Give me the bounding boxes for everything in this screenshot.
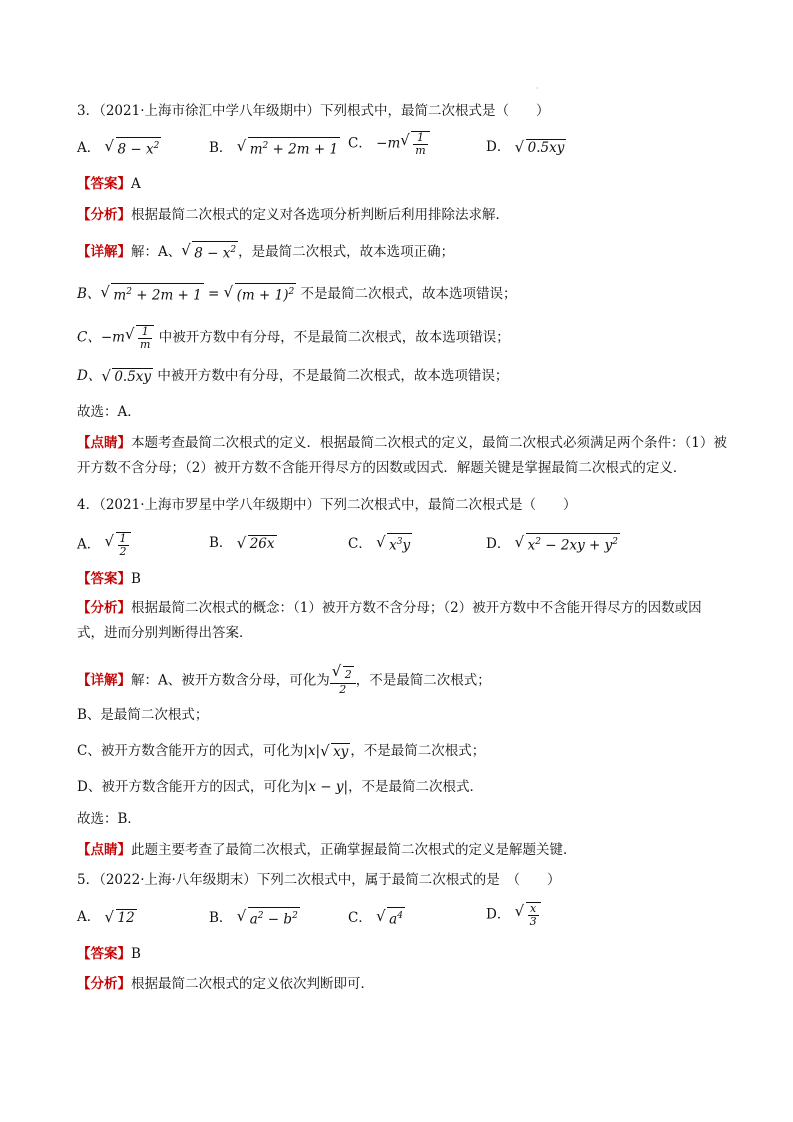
q3-detail-a: 【详解】解：A、√ $8 - x^2$ ，是最简二次根式，故本选项正确；	[77, 241, 454, 264]
q3-stem: 3．（2021·上海市徐汇中学八年级期中）下列根式中，最简二次根式是（ ）	[77, 103, 550, 119]
q4-option-a: A． √ $\frac{1}{2}$	[77, 532, 131, 558]
q3-option-a: A． √ $8 - x^2$	[77, 137, 161, 160]
q3-option-b: B． √ $m^2 + 2m + 1$	[209, 137, 340, 160]
q4-analysis: 【分析】根据最简二次根式的概念：（1）被开方数不含分母；（2）被开方数中不含能开得尽方的因数或因式，进而分别判断得出答案．	[77, 600, 702, 641]
q5-analysis: 【分析】根据最简二次根式的定义依次判断即可．	[77, 976, 374, 992]
q4-stem: 4．（2021·上海市罗星中学八年级期中）下列二次根式中，最简二次根式是（ ）	[77, 497, 577, 513]
q5-option-b: B． √ $a^2 - b^2$	[209, 907, 300, 930]
q5-answer: 【答案】B	[77, 946, 141, 962]
q3-option-c: C． −m √ $\frac{1}{m}$	[348, 131, 430, 157]
page-dot: ·	[536, 84, 539, 93]
q4-detail-a: 【详解】解：A、被开方数含分母，可化为 √ $\frac{2}{2}$ ，不是最简二次根式；	[77, 666, 491, 696]
q4-option-c: C． √ $x^3y$	[348, 533, 412, 556]
q4-answer: 【答案】B	[77, 571, 141, 587]
q3-analysis: 【分析】根据最简二次根式的定义对各选项分析判断后利用排除法求解．	[77, 207, 509, 223]
q4-option-b: B． √ 26x	[209, 533, 277, 554]
q3-detail-c: C、−m √ $\frac{1}{m}$ 中被开方数中有分母，不是最简二次根式，故本选项错误；	[77, 325, 510, 351]
q5-stem: 5．（2022·上海·八年级期末）下列二次根式中，属于最简二次根式的是 （ ）	[77, 872, 561, 888]
q5-option-a: A． √ 12	[77, 907, 137, 928]
q3-detail-d: D、√ 0.5xy 中被开方数中有分母，不是最简二次根式，故本选项错误；	[77, 366, 508, 387]
q5-option-d: D． √ $\frac{x}{3}$	[486, 902, 541, 928]
q5-option-c: C． √ $a^4$	[348, 907, 405, 930]
q4-detail-c: C、被开方数含能开方的因式，可化为|x|√ xy ，不是最简二次根式；	[77, 741, 485, 762]
q3-answer: 【答案】A	[77, 176, 141, 192]
q3-detail-b: B、√ $m^2 + 2m + 1$ = √ $(m + 1)^2$ 不是最简二次根式，故本选项错误；	[77, 283, 517, 306]
q4-detail-d: D、被开方数含能开方的因式，可化为|x − y|，不是最简二次根式．	[77, 779, 484, 795]
q4-comment: 【点睛】此题主要考查了最简二次根式，正确掌握最简二次根式的定义是解题关键．	[77, 842, 577, 858]
q3-comment: 【点睛】本题考查最简二次根式的定义．根据最简二次根式的定义，最简二次根式必须满足两个条件：（1）被开方数不含分母；（2）被开方数不含能开得尽方的因数或因式．解题关键是掌握最简二次根式的定义．	[77, 435, 727, 476]
q3-choose: 故选：A．	[77, 404, 141, 420]
q4-choose: 故选：B．	[77, 811, 141, 827]
q4-detail-b: B、是最简二次根式；	[77, 707, 209, 723]
q3-option-d: D． √ 0.5xy	[486, 137, 566, 158]
q4-option-d: D． √ $x^2 - 2xy + y^2$	[486, 533, 620, 556]
